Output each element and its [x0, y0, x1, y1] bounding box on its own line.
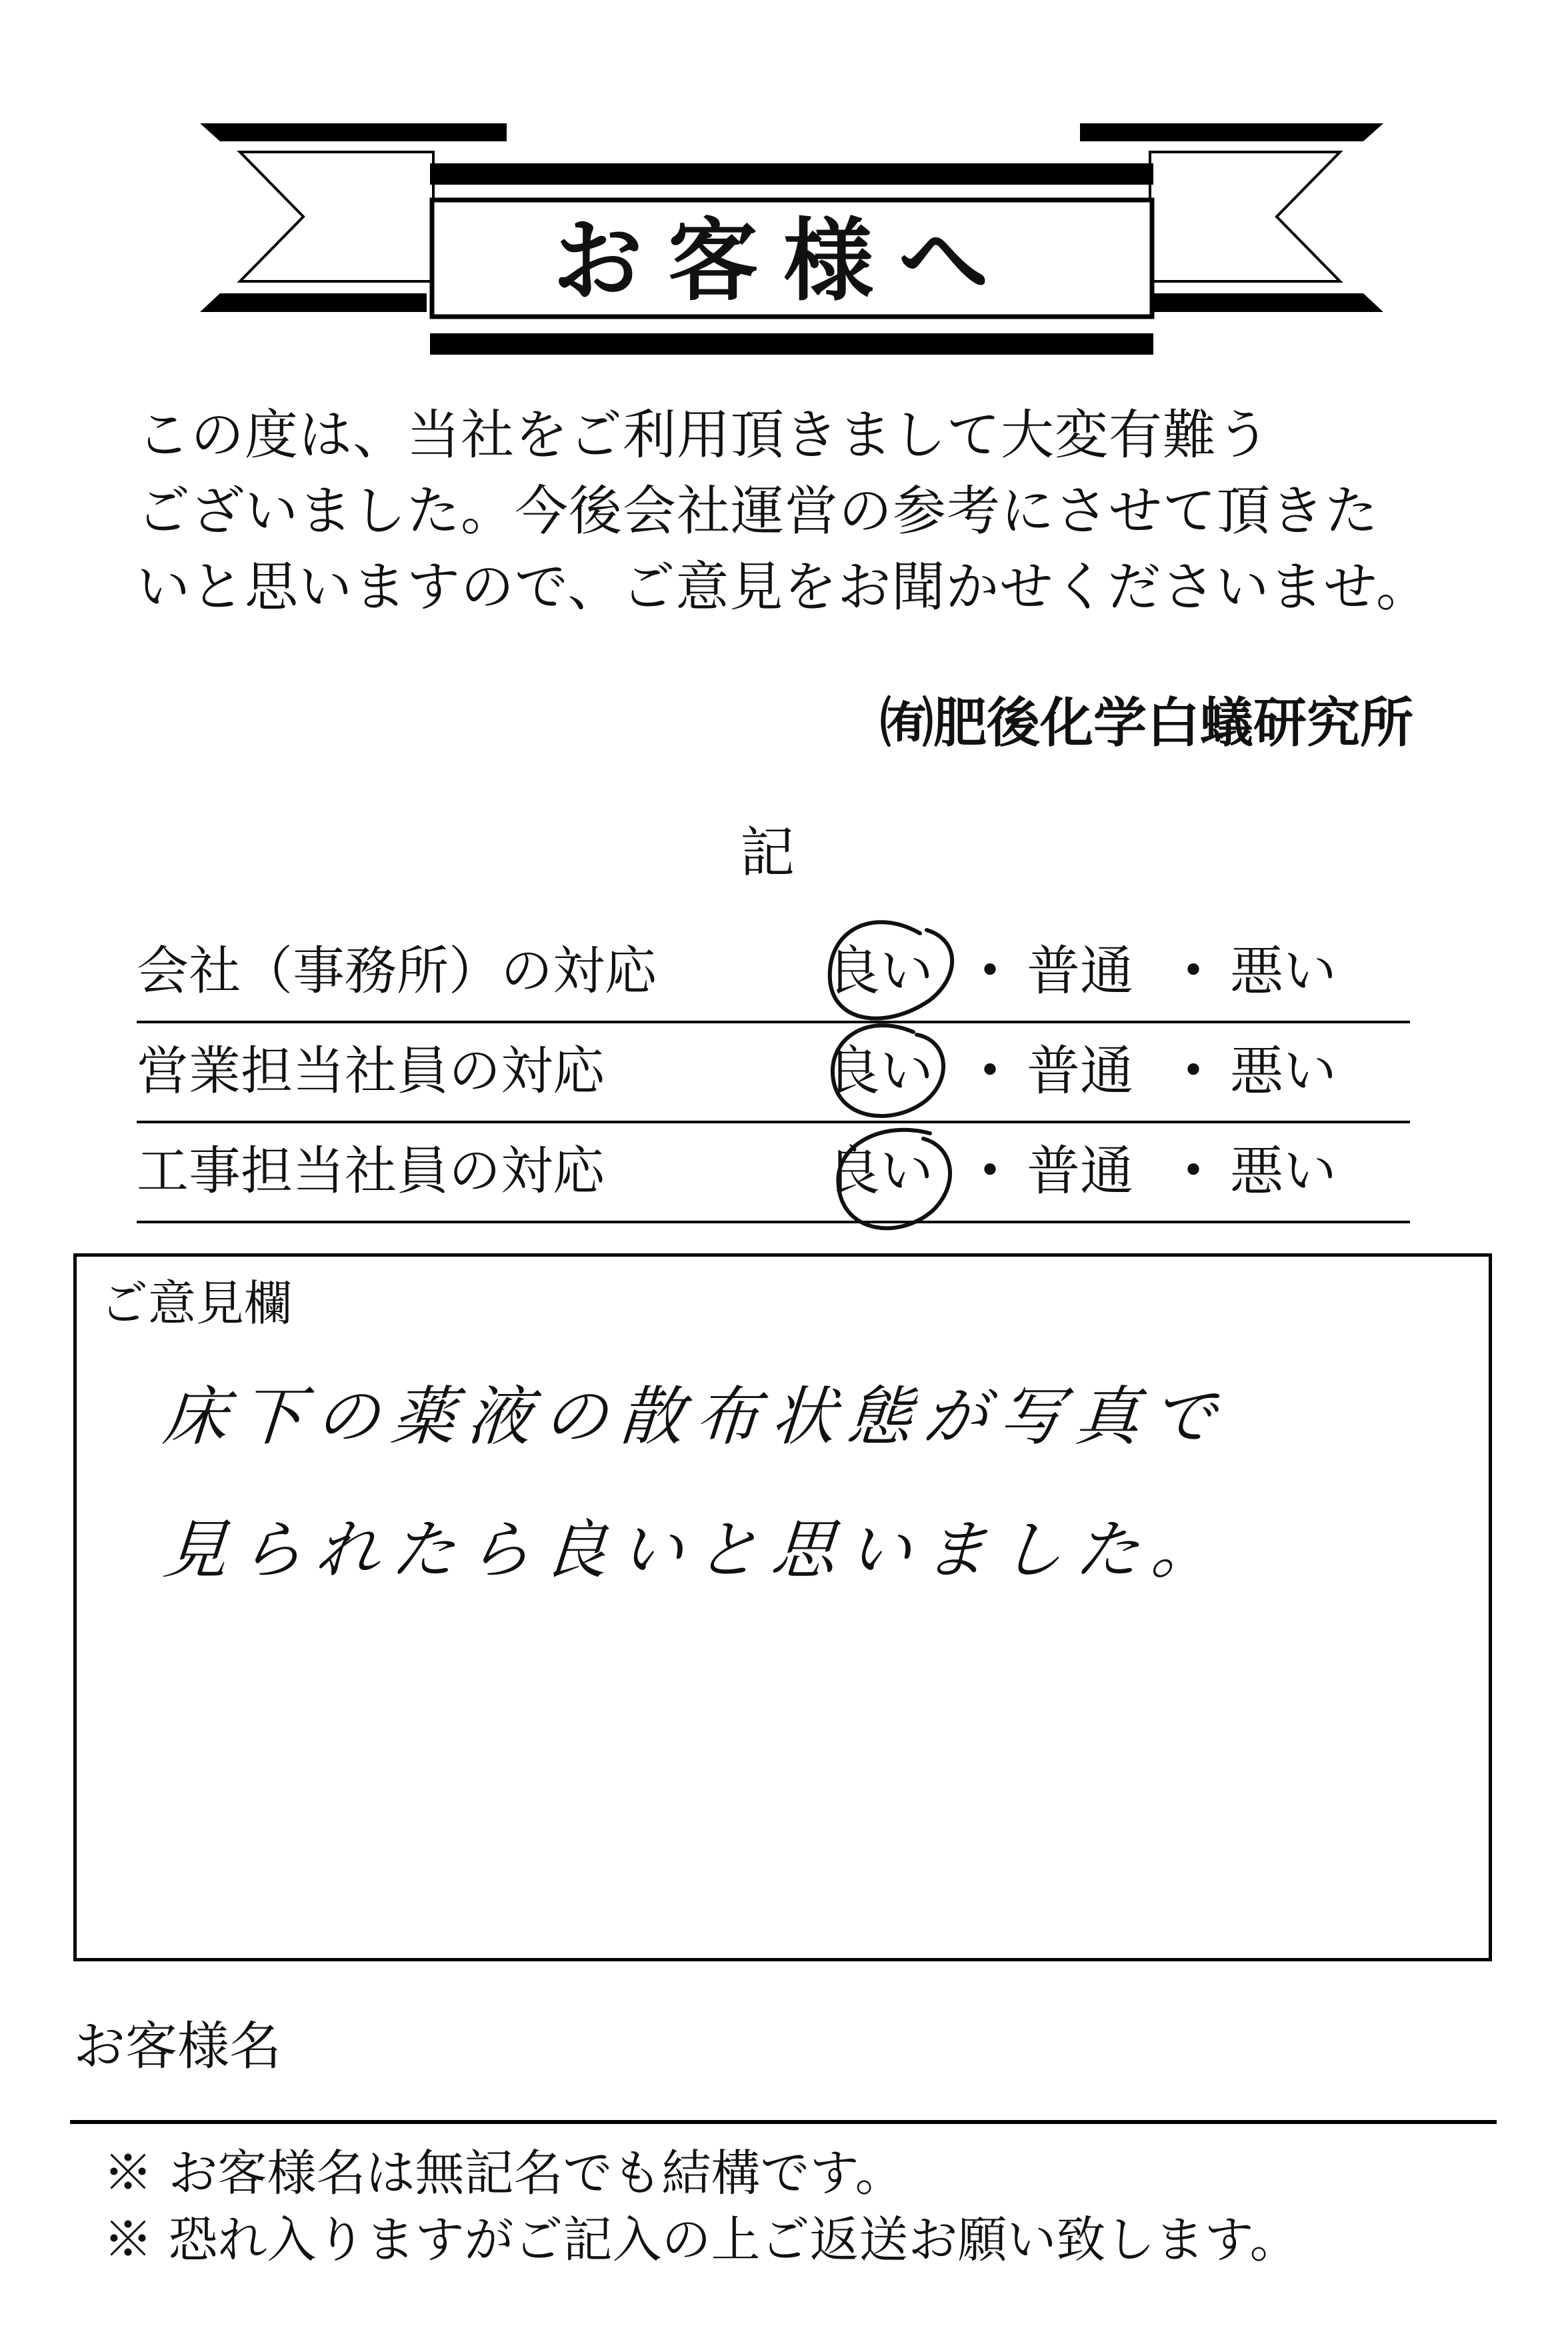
- option-separator: ・: [1167, 940, 1220, 1002]
- banner-ornament: [0, 0, 1568, 400]
- option-normal[interactable]: 普通: [1027, 940, 1133, 1002]
- evaluation-row: [137, 1023, 1410, 1123]
- option-separator: ・: [963, 1140, 1017, 1202]
- option-separator: ・: [1167, 1040, 1220, 1102]
- intro-paragraph: [137, 397, 1437, 625]
- intro-line: いと思いますので、ご意見をお聞かせくださいませ。: [137, 556, 1430, 618]
- row-divider: [137, 1221, 1410, 1223]
- option-bad[interactable]: 悪い: [1230, 940, 1337, 1002]
- section-mark: 記: [740, 821, 795, 885]
- note: ※ お客様名は無記名でも結構です。: [103, 2145, 905, 2202]
- option-normal[interactable]: 普通: [1027, 1140, 1133, 1202]
- option-separator: ・: [1167, 1140, 1220, 1202]
- evaluation-label: 会社（事務所）の対応: [137, 941, 657, 1001]
- option-normal[interactable]: 普通: [1027, 1040, 1133, 1102]
- evaluation-label: 営業担当社員の対応: [137, 1041, 605, 1101]
- intro-line: ございました。今後会社運営の参考にさせて頂きた: [137, 480, 1379, 542]
- handwritten-comment: 見られたら良いと思いました。: [161, 1513, 1230, 1587]
- customer-name-label: お客様名: [73, 2017, 282, 2077]
- opinion-box[interactable]: [73, 1253, 1492, 1961]
- intro-line: この度は、当社をご利用頂きまして大変有難う: [137, 404, 1271, 466]
- option-good[interactable]: 良い: [827, 1140, 933, 1202]
- option-separator: ・: [963, 1040, 1017, 1102]
- customer-name-line[interactable]: [70, 2120, 1497, 2124]
- option-bad[interactable]: 悪い: [1230, 1140, 1337, 1202]
- option-separator: ・: [963, 940, 1017, 1002]
- note: ※ 恐れ入りますがご記入の上ご返送お願い致します。: [103, 2211, 1299, 2269]
- option-bad[interactable]: 悪い: [1230, 1040, 1337, 1102]
- company-name: ㈲肥後化学白蟻研究所: [880, 692, 1413, 754]
- evaluation-row: [137, 1123, 1410, 1223]
- banner-title: お客様へ: [553, 209, 1014, 313]
- option-good[interactable]: 良い: [827, 1040, 933, 1102]
- option-good[interactable]: 良い: [827, 940, 933, 1002]
- opinion-label: ご意見欄: [100, 1275, 293, 1331]
- handwritten-comment: 床下の薬液の散布状態が写真で: [161, 1379, 1230, 1454]
- evaluation-label: 工事担当社員の対応: [137, 1141, 605, 1201]
- evaluation-row: [137, 923, 1410, 1023]
